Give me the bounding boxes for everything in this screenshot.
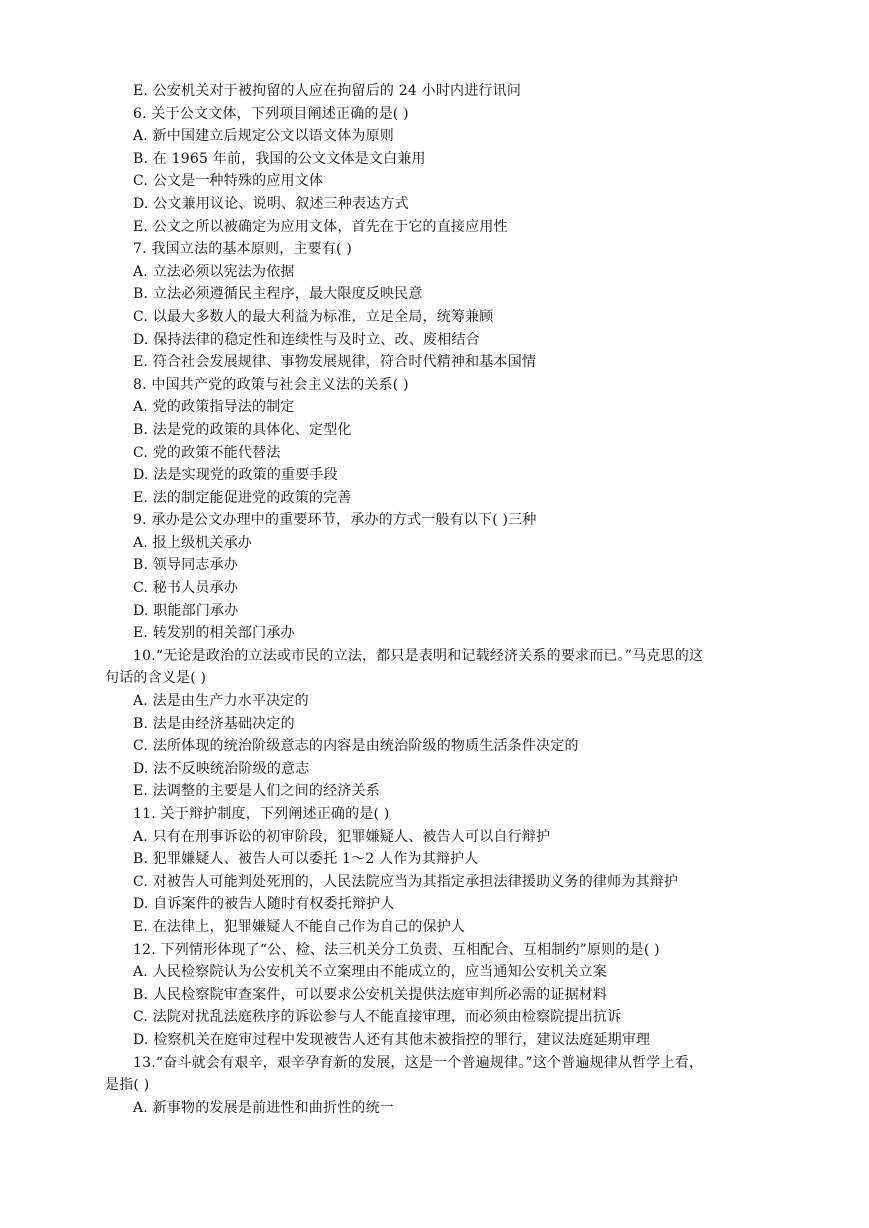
text-line: E. 法的制定能促进党的政策的完善 [133,489,352,506]
text-line: E. 符合社会发展规律、事物发展规律，符合时代精神和基本国情 [133,354,537,371]
text-line: 8. 中国共产党的政策与社会主义法的关系( ) [133,376,409,393]
text-line: D. 保持法律的稳定性和连续性与及时立、改、废相结合 [133,331,480,348]
text-line: 12. 下列情形体现了“公、检、法三机关分工负责、互相配合、互相制约”原则的是( ) [133,941,660,958]
text-line: C. 以最大多数人的最大利益为标准，立足全局，统筹兼顾 [133,308,494,325]
document-page [0,80,869,1119]
text-line: 9. 承办是公文办理中的重要环节，承办的方式一般有以下( )三种 [133,512,537,529]
text-line: A. 只有在刑事诉讼的初审阶段，犯罪嫌疑人、被告人可以自行辩护 [133,828,551,845]
text-line: 6. 关于公文文体，下列项目阐述正确的是( ) [133,105,409,122]
text-line: 是指( ) [105,1077,150,1094]
text-line: D. 检察机关在庭审过程中发现被告人还有其他未被指控的罪行，建议法庭延期审理 [133,1031,651,1048]
text-line: D. 自诉案件的被告人随时有权委托辩护人 [133,896,395,913]
text-line: A. 党的政策指导法的制定 [133,399,295,416]
text-line: 13.“奋斗就会有艰辛，艰辛孕育新的发展，这是一个普遍规律。”这个普遍规律从哲学上看， [133,1054,704,1071]
text-line: E. 公安机关对于被拘留的人应在拘留后的 24 小时内进行讯问 [133,83,522,99]
text-line: D. 职能部门承办 [133,602,239,619]
text-line: B. 人民检察院审查案件，可以要求公安机关提供法庭审判所必需的证据材料 [133,986,608,1003]
text-line: A. 法是由生产力水平决定的 [133,693,309,710]
text-line: E. 公文之所以被确定为应用文体，首先在于它的直接应用性 [133,218,508,235]
text-line: E. 法调整的主要是人们之间的经济关系 [133,783,380,800]
text-line: 11. 关于辩护制度，下列阐述正确的是( ) [133,806,390,822]
text-line: B. 立法必须遵循民主程序，最大限度反映民意 [133,286,423,303]
text-line: C. 党的政策不能代替法 [133,444,281,461]
text-line: B. 领导同志承办 [133,557,238,574]
text-line: A. 新中国建立后规定公文以语文体为原则 [133,128,395,145]
text-line: E. 在法律上，犯罪嫌疑人不能自己作为自己的保护人 [133,918,466,935]
text-line: B. 法是由经济基础决定的 [133,715,295,732]
text-line: D. 法是实现党的政策的重要手段 [133,467,338,484]
text-line: C. 法院对扰乱法庭秩序的诉讼参与人不能直接审理，而必须由检察院提出抗诉 [133,1009,622,1026]
text-line: C. 对被告人可能判处死刑的，人民法院应当为其指定承担法律援助义务的律师为其辩护 [133,873,679,890]
text-line: 7. 我国立法的基本原则，主要有( ) [133,241,352,258]
text-line: C. 秘书人员承办 [133,580,238,597]
text-line: D. 公文兼用议论、说明、叙述三种表达方式 [133,195,409,212]
text-line: 10.“无论是政治的立法或市民的立法，都只是表明和记载经济关系的要求而已。”马克思的这 [133,647,704,664]
text-line: C. 公文是一种特殊的应用文体 [133,173,324,190]
text-line: B. 在 1965 年前，我国的公文文体是文白兼用 [133,150,426,167]
text-line: 句话的含义是( ) [105,670,207,687]
text-line: A. 报上级机关承办 [133,534,253,551]
text-line: A. 立法必须以宪法为依据 [133,263,295,280]
text-line: B. 法是党的政策的具体化、定型化 [133,421,352,438]
text-line: B. 犯罪嫌疑人、被告人可以委托 1～2 人作为其辩护人 [133,851,479,868]
text-line: A. 新事物的发展是前进性和曲折性的统一 [133,1099,395,1116]
text-line: A. 人民检察院认为公安机关不立案理由不能成立的，应当通知公安机关立案 [133,964,608,981]
text-line: E. 转发别的相关部门承办 [133,625,295,642]
text-line: C. 法所体现的统治阶级意志的内容是由统治阶级的物质生活条件决定的 [133,738,579,755]
text-line: D. 法不反映统治阶级的意志 [133,760,310,777]
